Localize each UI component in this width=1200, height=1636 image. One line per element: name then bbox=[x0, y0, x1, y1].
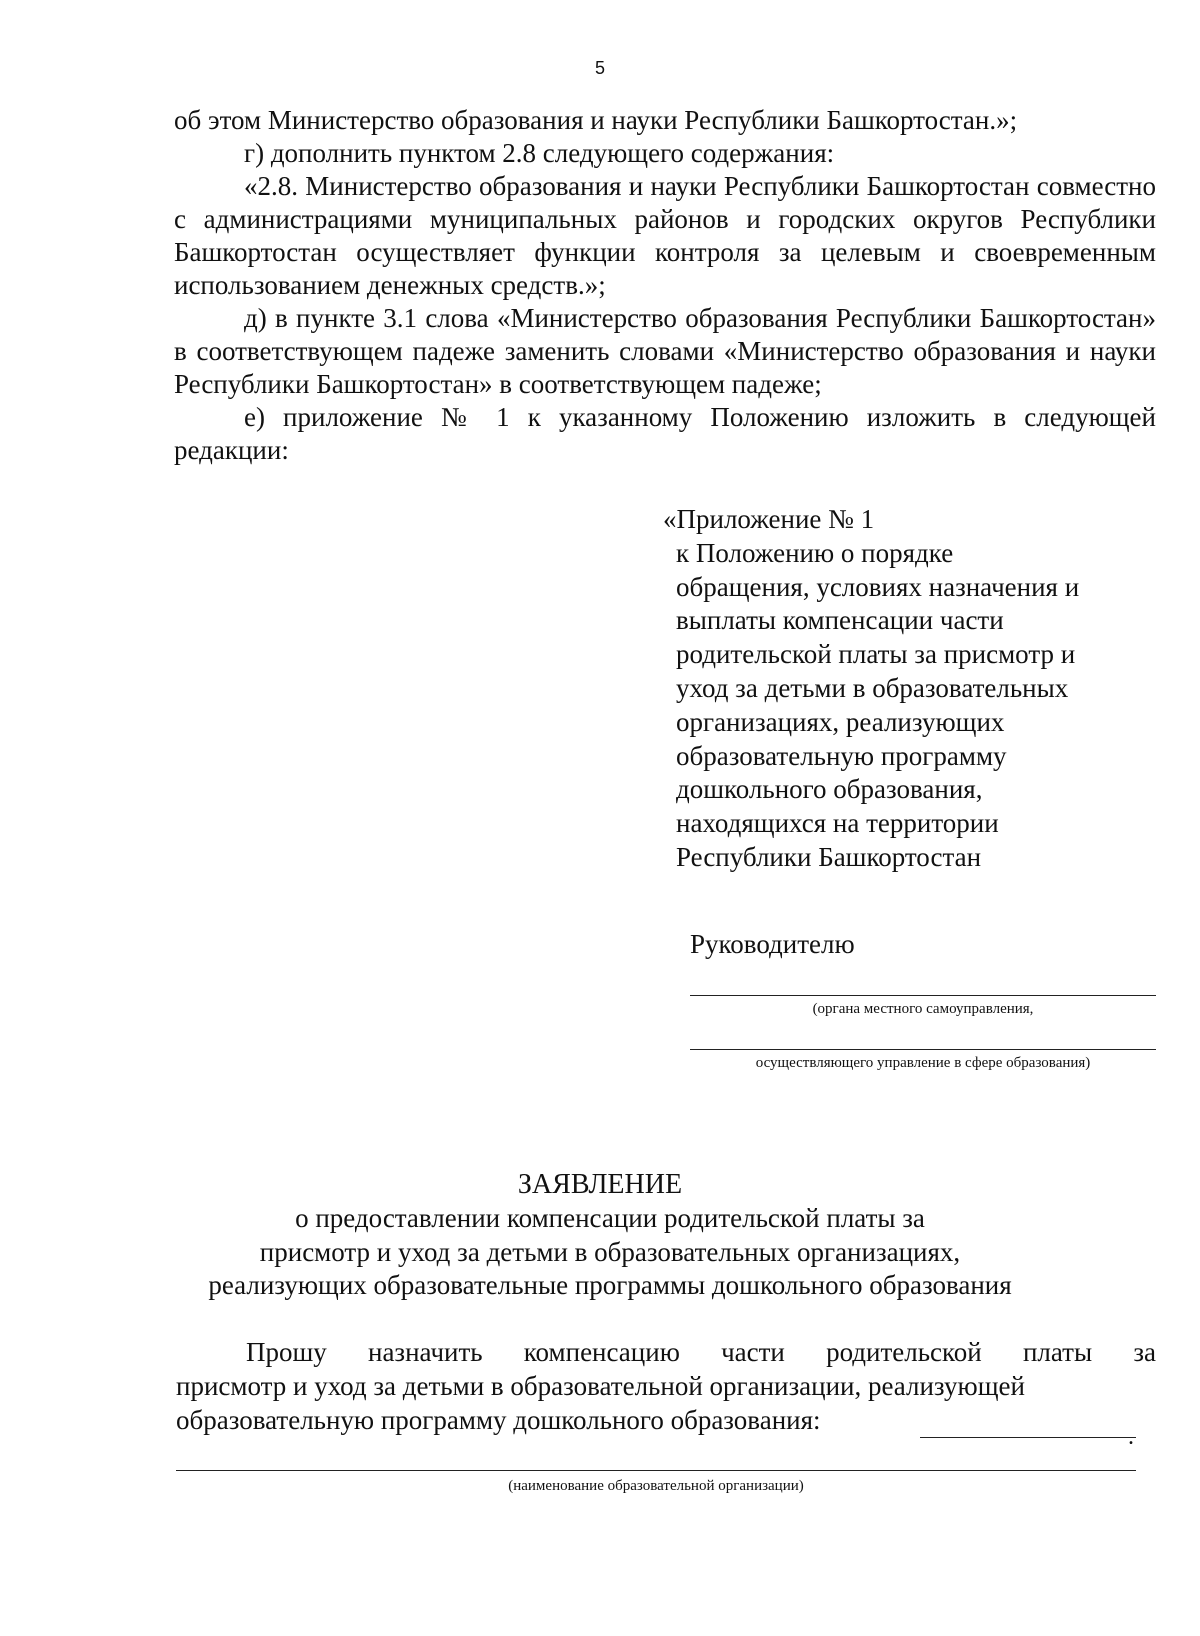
appendix-line: дошкольного образования, bbox=[676, 774, 983, 805]
appendix-line: обращения, условиях назначения и bbox=[676, 571, 1080, 602]
paragraph-1: об этом Министерство образования и науки Республики Башкортостан.»; bbox=[174, 105, 1018, 135]
request-word: назначить bbox=[368, 1337, 483, 1367]
addressee-fill-line-1[interactable] bbox=[690, 995, 1156, 996]
appendix-line: выплаты компенсации части bbox=[676, 605, 1004, 636]
paragraph-4: д) в пункте 3.1 слова «Министерство образования Республики Башкортостан» в соответствующем падеже заменить словами «Министерство образования и науки Республики Башкортостан» в соответствующем падеже; bbox=[174, 303, 1156, 399]
appendix-line: образовательную программу bbox=[676, 740, 1007, 771]
request-word: платы bbox=[1022, 1337, 1093, 1367]
statement-subtitle bbox=[150, 1202, 1070, 1303]
org-name-fill-line[interactable] bbox=[176, 1470, 1136, 1471]
statement-title: ЗАЯВЛЕНИЕ bbox=[517, 1169, 683, 1200]
request-text bbox=[176, 1335, 1156, 1437]
paragraph-5: е) приложение № 1 к указанному Положению изложить в следующей редакции: bbox=[174, 402, 1156, 465]
addressee-fill-line-2[interactable] bbox=[690, 1049, 1156, 1050]
request-word: родительской bbox=[826, 1337, 982, 1367]
request-line-2: присмотр и уход за детьми в образовательной организации, реализующей bbox=[176, 1371, 1025, 1401]
paragraph-2: г) дополнить пунктом 2.8 следующего содержания: bbox=[244, 138, 835, 168]
request-word: части bbox=[721, 1337, 785, 1367]
request-word: компенсацию bbox=[523, 1337, 680, 1367]
appendix-line: «Приложение № 1 bbox=[663, 504, 875, 534]
addressee-label: Руководителю bbox=[690, 929, 855, 959]
statement-subtitle-line: присмотр и уход за детьми в образовательных организациях, bbox=[259, 1236, 961, 1267]
addressee-caption-1: (органа местного самоуправления, bbox=[812, 1001, 1034, 1017]
page-number: 5 bbox=[594, 58, 605, 78]
addressee-caption-2: осуществляющего управление в сфере образования) bbox=[755, 1055, 1091, 1071]
request-line-3: образовательную программу дошкольного образования: bbox=[176, 1405, 821, 1435]
appendix-line: к Положению о порядке bbox=[676, 537, 954, 568]
org-name-caption: (наименование образовательной организации) bbox=[508, 1478, 804, 1494]
appendix-line: Республики Башкортостан bbox=[676, 841, 982, 872]
paragraph-3: «2.8. Министерство образования и науки Республики Башкортостан совместно с администрациями муниципальных районов и городских округов Республики Башкортостан осуществляет функции контроля за целевым и своевременным использованием денежных средств.»; bbox=[174, 171, 1156, 300]
statement-subtitle-line: о предоставлении компенсации родительской платы за bbox=[295, 1203, 925, 1233]
request-word: Прошу bbox=[246, 1337, 327, 1367]
body-text bbox=[174, 104, 1156, 467]
appendix-line: родительской платы за присмотр и bbox=[676, 639, 1076, 670]
request-line-1 bbox=[176, 1335, 1156, 1369]
request-word: за bbox=[1133, 1337, 1156, 1367]
appendix-line: организациях, реализующих bbox=[676, 706, 1005, 737]
appendix-line: находящихся на территории bbox=[676, 808, 999, 839]
org-name-fill-line-short[interactable] bbox=[920, 1437, 1136, 1438]
appendix-header bbox=[663, 503, 1166, 875]
appendix-line: уход за детьми в образовательных bbox=[676, 672, 1069, 703]
end-mark: . bbox=[1128, 1424, 1134, 1450]
statement-subtitle-line: реализующих образовательные программы дошкольного образования bbox=[208, 1270, 1012, 1300]
